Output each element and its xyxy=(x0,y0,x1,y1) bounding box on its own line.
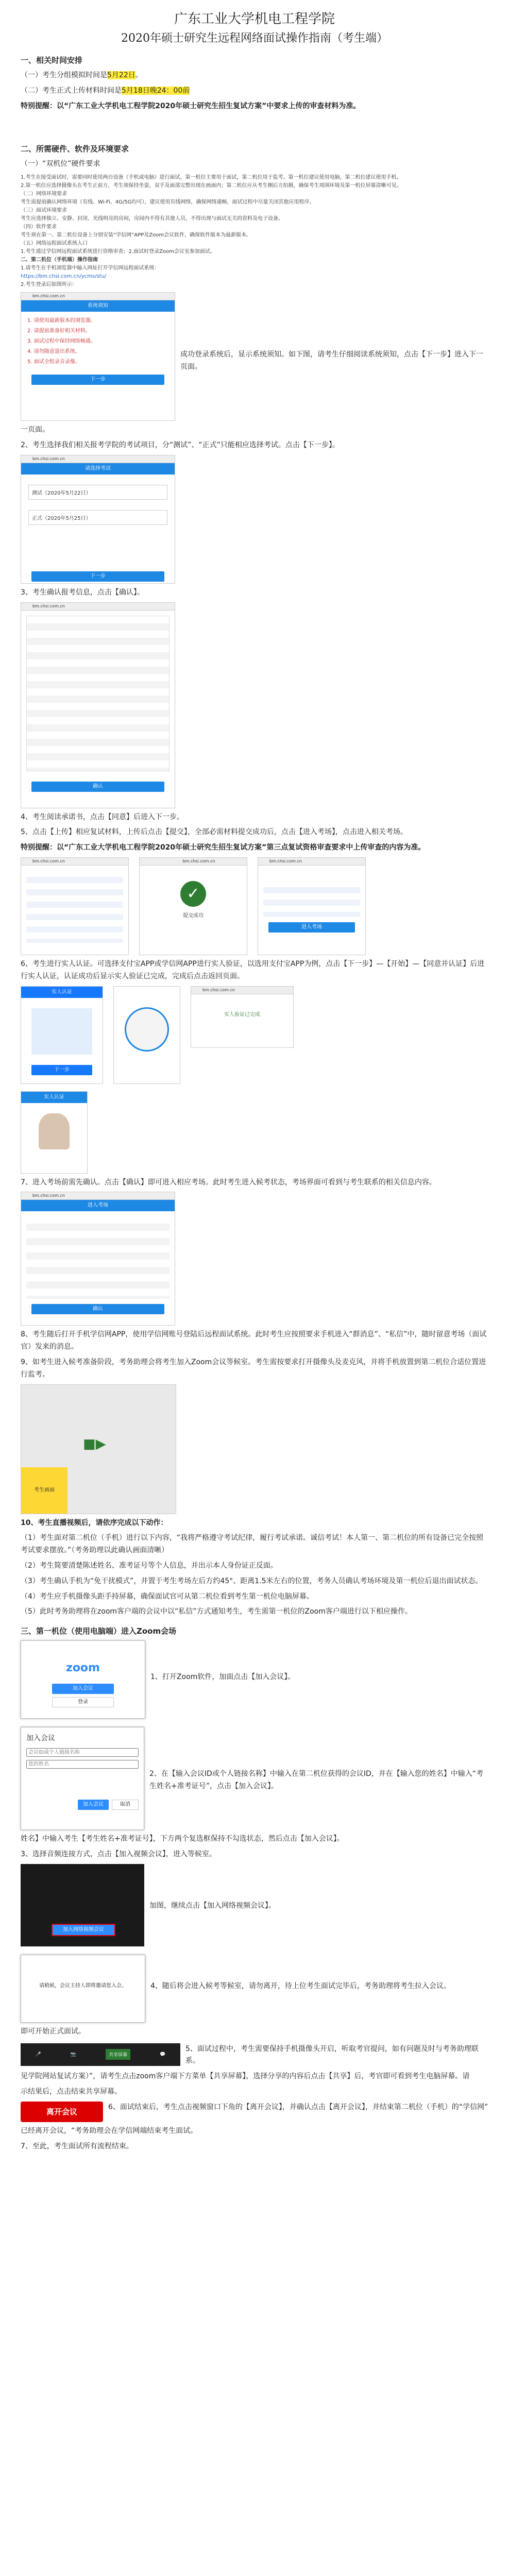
step-4-text: 4、考生阅读承诺书，点击【同意】后进入下一步。 xyxy=(21,812,184,821)
notice-item: 2. 请提前准备好相关材料。 xyxy=(27,328,91,334)
zoom-step-2-row xyxy=(21,1727,488,1830)
room-info-table xyxy=(26,1216,169,1299)
phone-screenshot-enter-room xyxy=(258,857,366,955)
face-frame-icon xyxy=(125,1007,169,1052)
subheading-environment: （三）面试环境要求 xyxy=(21,208,67,214)
document-title: 广东工业大学机电工程学院 xyxy=(174,11,335,27)
camera-icon[interactable]: 📷 xyxy=(70,2052,77,2057)
phone-screenshot-submitted xyxy=(139,857,247,955)
step-1-text xyxy=(180,349,488,374)
phone-screenshot-confirm xyxy=(21,602,175,808)
schedule-1-date: 5月22日 xyxy=(107,71,135,79)
phone-screenshot-upload xyxy=(21,857,129,955)
auth-screens xyxy=(21,986,488,1084)
step-10-b: （2）考生简要清楚陈述姓名、准考证号等个人信息，并出示本人身份证正反面。 xyxy=(21,1561,278,1570)
candidate-video-thumb: 考生画面 xyxy=(21,1467,67,1514)
exam-info-table xyxy=(26,616,169,771)
zoom-step-3-text: 3、选择音频连接方式，点击【加入视频会议】，进入等候室。 xyxy=(21,1850,216,1858)
para-4: 考生应选择独立、安静、封闭、光线明亮的房间，房间内不得有其他人员，不得出现与面试无关的资料及电子设备。 xyxy=(21,216,283,222)
subheading-second-camera: 二、第二机位（手机端）操作指南 xyxy=(21,257,98,263)
leave-meeting-button[interactable]: 离开会议 xyxy=(21,2102,103,2122)
zoom-launch-window xyxy=(21,1640,145,1719)
zoom-toolbar xyxy=(21,2043,180,2066)
share-screen-button[interactable]: 共享屏幕 xyxy=(106,2049,130,2060)
video-camera-icon: ■▶ xyxy=(83,1436,106,1452)
zoom-logo: zoom xyxy=(66,1662,100,1675)
zoom-join-dialog xyxy=(21,1727,144,1830)
notice-item: 3. 面试过程中保持网络畅通。 xyxy=(27,338,96,345)
step-10-c: （3）考生确认手机为“免干扰模式”，并置于考生考场左后方约45°、距离1.5米左右的位置，考务人员确认考场环境及第一机位后退出面试状态。 xyxy=(21,1577,483,1585)
zoom-step-2-tail: 姓名】中输入考生【考生姓名+准考证号】，下方两个复选框保持不勾选状态，然后点击【加入会议】。 xyxy=(21,1835,344,1843)
confirm-button[interactable]: 确认 xyxy=(31,782,164,792)
auth-complete-label: 实人验证已完成 xyxy=(224,1011,260,1018)
join-audio-button[interactable]: 加入网络视频会议 xyxy=(52,1924,115,1936)
subheading-entry: （五）网络远程面试系统入口 xyxy=(21,241,88,247)
step-10-e: （5）此时考务助理将在zoom客户端的会议中以“私信”方式通知考生，考生需第一机位的Zoom客户端进行以下相应操作。 xyxy=(21,1607,412,1616)
phone-screenshot-auth-done xyxy=(191,986,294,1048)
step-10-d: （4）考生应手机摄像头距手持屏幕，确保面试官可从第二机位看到考生第一机位电脑屏幕。 xyxy=(21,1592,314,1601)
notice-item: 4. 请勿随意退出系统。 xyxy=(27,349,80,355)
zoom-step-2-text: 2、在【输入会议ID或个人链接名称】中输入在第二机位获得的会议ID，并在【输入您的姓名】中输入“考生姓名+准考证号”，点击【加入会议】。 xyxy=(149,1770,483,1790)
zoom-step-1-text: 1、打开Zoom软件，加面点击【加入会议】。 xyxy=(150,1673,295,1682)
candidate-photo-icon xyxy=(39,1113,70,1149)
phone-screenshot-choose-exam xyxy=(21,455,175,584)
next-button[interactable]: 下一步 xyxy=(31,375,164,385)
para-7: 1.请考生在手机浏览器中输入网址打开学信网远程面试系统： xyxy=(21,265,160,272)
phone-header: 系统须知 xyxy=(21,300,175,312)
step-3-text: 3、考生确认报考信息，点击【确认】。 xyxy=(21,588,144,597)
alipay-header: 实人认证 xyxy=(21,987,103,998)
join-confirm-button[interactable]: 加入会议 xyxy=(78,1800,109,1810)
requirements-text xyxy=(21,174,488,289)
schedule-line-1 xyxy=(21,70,488,82)
phone-screenshot-waiting-room xyxy=(21,1192,175,1326)
step-1-tail: 一页面。 xyxy=(21,426,49,434)
document-header xyxy=(21,8,488,45)
para-8: 2.考生登录后如图所示： xyxy=(21,282,77,288)
display-name-input[interactable] xyxy=(26,1760,139,1769)
browser-url-bar: bm.chsi.com.cn xyxy=(21,293,175,300)
phone-header: 进入考场 xyxy=(21,1200,175,1211)
zoom-step-4-text: 4、随后将会进入候考等候室，请勿离开，待上位考生面试完毕后，考务助理将考生拉入会议。 xyxy=(150,1981,451,1990)
notice-list xyxy=(21,312,175,371)
notice-1: 特别提醒：以“广东工业大学机电工程学院2020年硕士研究生招生复试方案”中要求上传的审查材料为准。 xyxy=(21,101,361,110)
schedule-1-end: 。 xyxy=(135,71,143,79)
subheading-hardware: （一）“双机位”硬件要求 xyxy=(21,160,100,168)
upload-list xyxy=(26,871,123,943)
section-3-heading: 三、第一机位（使用电脑端）进入Zoom会场 xyxy=(21,1626,177,1636)
video-call-screenshot xyxy=(21,1384,176,1514)
step-5-text: 5、点击【上传】相应复试材料，上传后点击【提交】，全部必需材料提交成功后，点击【进入考场】，点击进入相关考场。 xyxy=(21,828,408,837)
step-1-row xyxy=(21,292,488,421)
zoom-step-5-text-b: 见学院网站复试方案）”，请考生点击zoom客户端下方菜单【共享屏幕】，选择分享的内容后点击【共享】后，考官即可看到考生电脑屏幕。请 xyxy=(21,2072,470,2081)
room-list xyxy=(263,881,360,917)
zoom-step-6-text-b: 已经离开会议，“考务助理会在学信网端结束考生面试。 xyxy=(21,2126,198,2135)
schedule-2-date: 5月18日晚24：00前 xyxy=(122,86,190,95)
step-2-text: 2、考生选择我们相关报考学院的考试项目，分“测试”、“正式”只能相应选择考试。点击【下一步】。 xyxy=(21,440,340,449)
exam-option-formal[interactable]: 正式（2020年5月25日） xyxy=(28,510,167,525)
zoom-step-7-text: 7、至此，考生面试所有流程结束。 xyxy=(21,2142,133,2150)
zoom-signin-button[interactable]: 登录 xyxy=(52,1697,114,1707)
document xyxy=(21,5,488,2156)
zoom-join-button[interactable]: 加入会议 xyxy=(52,1684,114,1694)
success-check-icon: ✓ xyxy=(180,881,206,907)
photo-header: 实人认证 xyxy=(21,1092,87,1103)
zoom-step-3-text-b: 加图，继续点击【加入网络视频会议】。 xyxy=(149,1901,276,1910)
document-subtitle: 2020年硕士研究生远程网络面试操作指南（考生端） xyxy=(121,32,388,45)
entry-url[interactable]: https://bm.chsi.com.cn/ycms/stu/ xyxy=(21,274,107,280)
para-5: 考生须在第一、第二机位设备上分别安装“学信网”APP及Zoom会议软件，确保软件版本为最新版本。 xyxy=(21,232,252,239)
exam-option-test[interactable]: 测试（2020年5月22日） xyxy=(28,485,167,500)
para-1: 1.考生在接受面试时，需要同时使用两台设备（手机或电脑）进行面试，第一机位主要用于面试，第二机位用于监考。第一机位建议使用电脑，第二机位建议使用手机。 xyxy=(21,175,402,181)
zoom-step-6-row xyxy=(21,2102,488,2122)
browser-url-bar: bm.chsi.com.cn xyxy=(191,987,293,994)
section-1-heading: 一、相关时间安排 xyxy=(21,56,83,65)
join-dialog-actions xyxy=(26,1800,139,1810)
upload-screens xyxy=(21,857,488,955)
start-auth-button[interactable]: 下一步 xyxy=(31,1065,92,1075)
browser-url-bar: bm.chsi.com.cn xyxy=(258,858,365,866)
auth-illustration xyxy=(31,1008,92,1055)
phone-screenshot-auth-start xyxy=(21,986,103,1084)
step-1-desc: 成功登录系统后，显示系统须知。如下图，请考生仔细阅读系统须知，点击【下一步】进入下一页面。 xyxy=(180,350,483,371)
chat-icon[interactable]: 💬 xyxy=(160,2052,166,2057)
step-6-text: 6、考生进行实人认证。可选择支付宝APP或学信网APP进行实人验证，以选用支付宝APP为例，点击【下一步】—【开始】—【同意并认证】后进行实人认证，认证成功后显示实人验证已完成，完成后点击返回页面。 xyxy=(21,959,485,980)
step-7-text: 7、进入考场前需先确认。点击【确认】即可进入相应考场。此时考生进入候考状态，考场界面可看到与考生联系的相关信息内容。 xyxy=(21,1178,436,1187)
notice-item: 5. 面试全程录音录像。 xyxy=(27,359,80,365)
zoom-step-1-row xyxy=(21,1640,488,1719)
step-10-title: 10、考生直播视频后，请依序完成以下动作： xyxy=(21,1518,168,1527)
zoom-step-4-row xyxy=(21,1955,488,2023)
zoom-audio-window xyxy=(21,1864,144,1946)
submit-success-label: 提交成功 xyxy=(183,912,203,919)
zoom-step-6-text: 6、面试结束后，考生点击视频窗口下角的【离开会议】，并确认点击【离开会议】，并结束第二机位（手机）的“学信网” xyxy=(108,2103,488,2111)
schedule-line-2 xyxy=(21,85,488,97)
browser-url-bar: bm.chsi.com.cn xyxy=(21,603,175,611)
join-dialog-title: 加入会议 xyxy=(26,1734,55,1743)
cancel-button[interactable]: 取消 xyxy=(112,1800,139,1810)
phone-header: 请选择考试 xyxy=(21,463,175,474)
schedule-1-text: （一）考生分组模拟时间是 xyxy=(21,71,107,79)
zoom-step-5-row xyxy=(21,2043,488,2068)
browser-url-bar: bm.chsi.com.cn xyxy=(21,1192,175,1200)
zoom-step-3-row xyxy=(21,1864,488,1946)
phone-screenshot-photo xyxy=(21,1091,88,1174)
step-10-a: （1）考生面对第二机位（手机）进行以下内容，“我将严格遵守考试纪律，履行考试承诺。诚信考试！本人第一、第二机位的所有设备已完全按照考试要求摆放。”（考务助理以此确认画面清晰） xyxy=(21,1534,484,1555)
enter-room-button[interactable]: 进入考场 xyxy=(268,922,355,933)
section-2-heading: 二、所需硬件、软件及环境要求 xyxy=(21,144,129,154)
phone-screenshot-auth-face xyxy=(113,986,180,1084)
browser-url-bar: bm.chsi.com.cn xyxy=(140,858,247,866)
subheading-network: （二）网络环境要求 xyxy=(21,191,67,197)
para-2: 2.第一机位应选择摄像头在考生正前方，考生须保持坐姿，双手及面部完整出现在画面内；第二机位应从考生侧后方拍摄，确保考生周围环境及第一机位屏幕清晰可见。 xyxy=(21,183,402,189)
zoom-step-5-text-c: 示结果后，点击结束共享屏幕。 xyxy=(21,2087,122,2096)
schedule-2-text: （二）考生正式上传材料时间是 xyxy=(21,86,122,95)
para-3: 考生需提前确认网络环境（有线、Wi-Fi、4G/5G均可），建议使用有线网络，确保网络通畅，面试过程中尽量关闭其他应用程序。 xyxy=(21,199,315,206)
confirm-button[interactable]: 确认 xyxy=(31,1304,164,1314)
zoom-waiting-room xyxy=(21,1955,145,2023)
phone-screenshot-notice xyxy=(21,292,175,421)
step-8-text: 8、考生随后打开手机学信网APP，使用学信网账号登陆后远程面试系统。此时考生应按照要求手机进入“群消息”、“私信”中，随时留意考场（面试官）发来的消息。 xyxy=(21,1330,487,1351)
notice-item: 1. 请使用最新版本的浏览器。 xyxy=(27,318,96,324)
para-6: 1.考生通过学信网远程面试系统进行资格审查；2.面试时登录Zoom会议室参加面试。 xyxy=(21,249,215,255)
mic-icon[interactable]: 🎤 xyxy=(35,2052,41,2057)
browser-url-bar: bm.chsi.com.cn xyxy=(21,455,175,463)
browser-url-bar: bm.chsi.com.cn xyxy=(21,858,128,866)
step-9-text: 9、如考生进入候考准备阶段，考务助理会将考生加入Zoom会议等候室。考生需按要求打开摄像头及麦克风，并将手机放置到第二机位合适位置进行监考。 xyxy=(21,1358,486,1379)
notice-2: 特别提醒：以“广东工业大学机电工程学院2020年硕士研究生招生复试方案”第三点复试资格审查要求中上传审查的内容为准。 xyxy=(21,843,426,852)
next-button[interactable]: 下一步 xyxy=(31,571,164,582)
waiting-message: 请稍候，会议主持人即将邀请您入会。 xyxy=(39,1982,127,1989)
zoom-step-4-tail: 即可开始正式面试。 xyxy=(21,2027,86,2036)
subheading-software: （四）软件要求 xyxy=(21,224,57,230)
zoom-step-5-text: 5、面试过程中，考生需要保持手机摄像头开启，听取考官提问，如有问题及时与考务助理联系。 xyxy=(185,2044,479,2065)
meeting-id-input[interactable] xyxy=(26,1748,139,1757)
